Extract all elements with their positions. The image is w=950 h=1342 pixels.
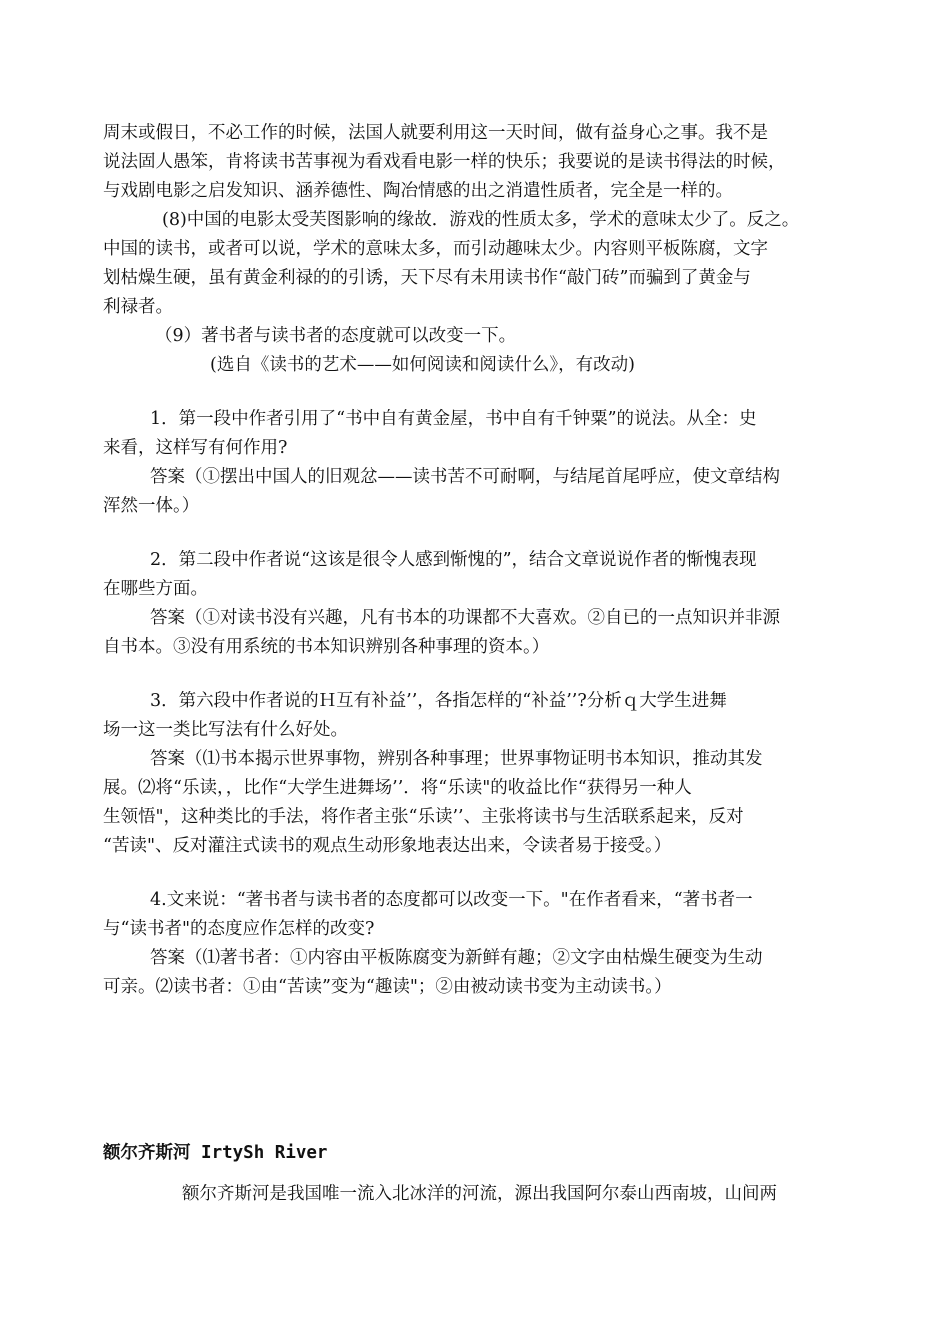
passage-line: 中国的读书，或者可以说，学术的意味太多，而引动趣味太少。内容则平板陈腐，文字 [103, 239, 768, 259]
question-2-cont: 在哪些方面。 [103, 579, 208, 599]
answer-1-cont: 浑然一体。） [103, 496, 200, 516]
question-4: 4.文来说：“著书者与读书者的态度都可以改变一下。"在作者看来，“著书者一 [150, 890, 753, 910]
passage-paragraph-8: (8)中国的电影太受芙图影响的缘故．游戏的性质太多，学术的意味太少了。反之。 [162, 210, 800, 230]
passage-line: 利禄者。 [103, 297, 173, 317]
question-1-cont: 来看，这样写有何作用? [103, 438, 288, 458]
section-first-line: 额尔齐斯河是我国唯一流入北冰洋的河流，源出我国阿尔泰山西南坡，山间两 [182, 1184, 777, 1204]
answer-2: 答案（①对读书没有兴趣，凡有书本的功课都不大喜欢。②自已的一点知识并非源 [150, 608, 780, 628]
passage-line: 说法固人愚笨，肯将读书苦事视为看戏看电影一样的快乐；我要说的是读书得法的时候， [103, 152, 786, 172]
passage-line: 周末或假日，不必工作的时候，法国人就要利用这一天时间，做有益身心之事。我不是 [103, 123, 768, 143]
answer-3-cont: 生领悟"，这种类比的手法，将作者主张“乐读’’、主张将读书与生活联系起来，反对 [103, 807, 744, 827]
passage-line: 与戏剧电影之启发知识、涵养德性、陶冶情感的出之消遣性质者，完全是一样的。 [103, 181, 733, 201]
answer-4-cont: 可亲。⑵读书者：①由“苦读”变为“趣读"；②由被动读书变为主动读书。） [103, 977, 672, 997]
answer-4: 答案（⑴著书者：①内容由平板陈腐变为新鲜有趣；②文字由枯燥生硬变为生动 [150, 948, 763, 968]
passage-line: 划枯燥生硬，虽有黄金利禄的的引诱，天下尽有未用读书作“敲门砖”而骗到了黄金与 [103, 268, 751, 288]
question-4-cont: 与“读书者"的态度应作怎样的改变? [103, 919, 375, 939]
answer-3-cont: “苦读"、反对灌注式读书的观点生动形象地表达出来，令读者易于接受。） [103, 836, 672, 856]
answer-3: 答案（⑴书本揭示世界事物，辨别各种事理；世界事物证明书本知识，推动其发 [150, 749, 763, 769]
question-3: 3．第六段中作者说的Ｈ互有补益’’，各指怎样的“补益’’?分析ｑ大学生进舞 [150, 691, 727, 711]
section-heading: 额尔齐斯河 IrtySh River [103, 1143, 328, 1163]
question-2: 2．第二段中作者说“这该是很令人感到惭愧的”，结合文章说说作者的惭愧表现 [150, 550, 757, 570]
passage-paragraph-9: （9）著书者与读书者的态度就可以改变一下。 [155, 326, 517, 346]
source-citation: (选自《读书的艺术——如何阅读和阅读什么》，有改动) [210, 355, 635, 375]
answer-2-cont: 自书本。③没有用系统的书本知识辨别各种事理的资本。） [103, 637, 550, 657]
question-3-cont: 场一这一类比写法有什么好处。 [103, 720, 348, 740]
answer-3-cont: 展。⑵将“乐读，，比作“大学生进舞场’’．将“乐读"的收益比作“获得另一种人 [103, 778, 692, 798]
answer-1: 答案（①摆出中国人的旧观忿——读书苦不可耐啊，与结尾首尾呼应，使文章结构 [150, 467, 780, 487]
question-1: 1．第一段中作者引用了“书中自有黄金屋，书中自有千钟粟”的说法。从全：史 [150, 409, 757, 429]
